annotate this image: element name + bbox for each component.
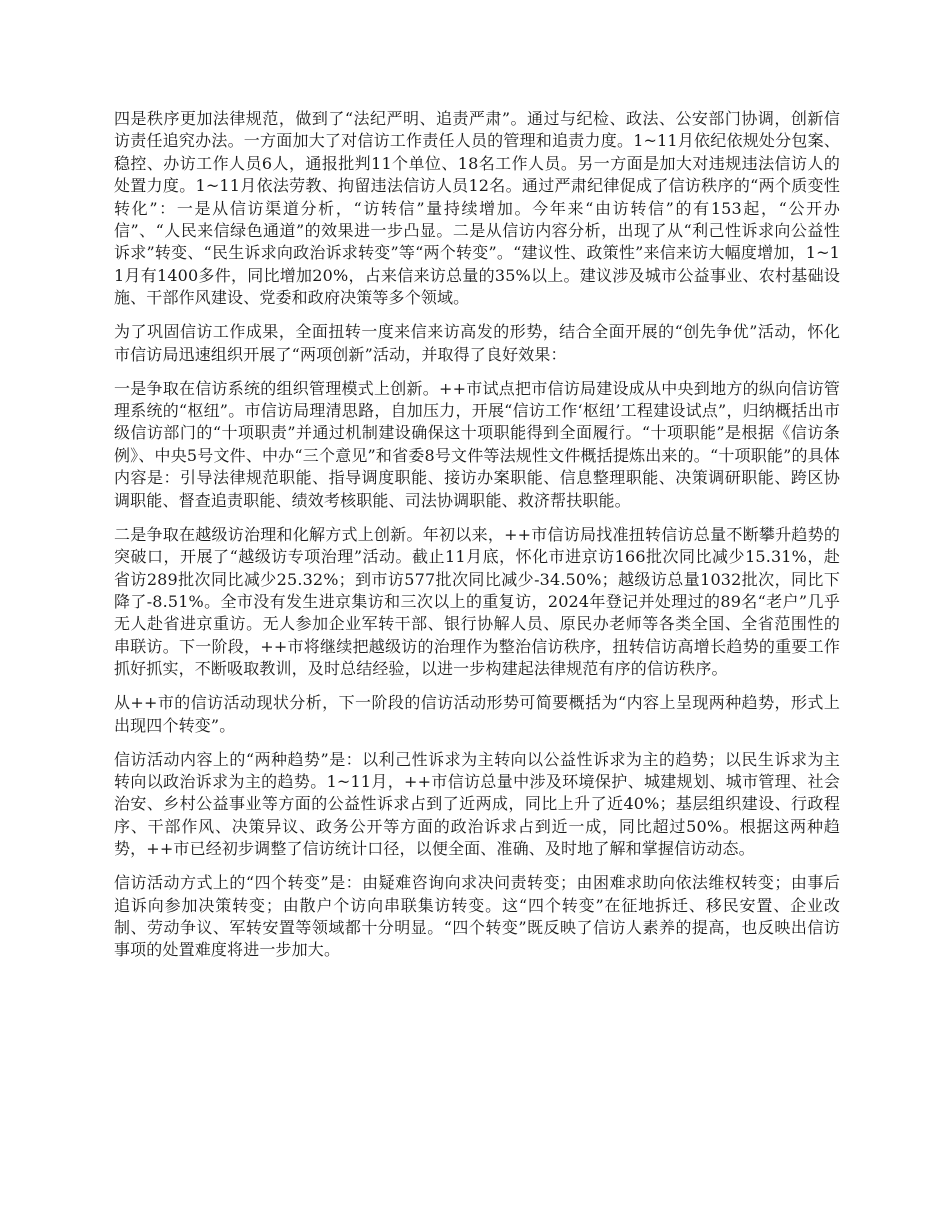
document-body [114, 108, 840, 973]
paragraph-management-innovation: 一是争取在信访系统的组织管理模式上创新。++市试点把市信访局建设成从中央到地方的纵向信访管理系统的“枢纽”。市信访局理清思路，自加压力，开展“信访工作‘枢纽’工程建设试点”，归纳概括出市级信访部门的“十项职责”并通过机制建设确保这十项职能得到全面履行。“十项职能”是根据《信访条例》、中央5号文件、中办“三个意见”和省委8号文件等法规性文件概括提炼出来的。“十项职能”的具体内容是：引导法律规范职能、指导调度职能、接访办案职能、信息整理职能、决策调研职能、跨区协调职能、督查追责职能、绩效考核职能、司法协调职能、救济帮扶职能。 [114, 378, 840, 510]
paragraph-four-changes: 信访活动方式上的“四个转变”是：由疑难咨询向求决问责转变；由困难求助向依法维权转变；由事后追诉向参加决策转变；由散户个访向串联集访转变。这“四个转变”在征地拆迁、移民安置、企业改制、劳动争议、军转安置等领域都十分明显。“四个转变”既反映了信访人素养的提高，也反映出信访事项的处置难度将进一步加大。 [114, 873, 840, 960]
paragraph-trend-summary: 从++市的信访活动现状分析，下一阶段的信访活动形势可简要概括为“内容上呈现两种趋势，形式上出现四个转变”。 [114, 693, 840, 735]
paragraph-two-trends: 信访活动内容上的“两种趋势”是：以利己性诉求为主转向以公益性诉求为主的趋势；以民生诉求为主转向以政治诉求为主的趋势。1~11月，++市信访总量中涉及环境保护、城建规划、城市管理、社会治安、乡村公益事业等方面的公益性诉求占到了近两成，同比上升了近40%；基层组织建设、行政程序、干部作风、决策异议、政务公开等方面的政治诉求占到近一成，同比超过50%。根据这两种趋势，++市已经初步调整了信访统计口径，以便全面、准确、及时地了解和掌握信访动态。 [114, 749, 840, 859]
paragraph-skip-level-petition: 二是争取在越级访治理和化解方式上创新。年初以来，++市信访局找准扭转信访总量不断攀升趋势的突破口，开展了“越级访专项治理”活动。截止11月底，怀化市进京访166批次同比减少15.31%，赴省访289批次同比减少25.32%；到市访577批次同比减少-34.50%；越级访总量1032批次，同比下降了-8.51%。全市没有发生进京集访和三次以上的重复访，2024年登记并处理过的89名“老户”几乎无人赴省进京重访。无人参加企业军转干部、银行协解人员、原民办老师等各类全国、全省范围性的串联访。下一阶段，++市将继续把越级访的治理作为整治信访秩序，扭转信访高增长趋势的重要工作抓好抓实，不断吸取教训，及时总结经验，以进一步构建起法律规范有序的信访秩序。 [114, 524, 840, 679]
paragraph-two-innovations-intro: 为了巩固信访工作成果，全面扭转一度来信来访高发的形势，结合全面开展的“创先争优”活动，怀化市信访局迅速组织开展了“两项创新”活动，并取得了良好效果： [114, 322, 840, 364]
paragraph-order-regulation: 四是秩序更加法律规范，做到了“法纪严明、追责严肃”。通过与纪检、政法、公安部门协调，创新信访责任追究办法。一方面加大了对信访工作责任人员的管理和追责力度。1~11月依纪依规处分包案、稳控、办访工作人员6人，通报批判11个单位、18名工作人员。另一方面是加大对违规违法信访人的处置力度。1~11月依法劳教、拘留违法信访人员12名。通过严肃纪律促成了信访秩序的“两个质变性转化”：一是从信访渠道分析，“访转信”量持续增加。今年来“由访转信”的有153起，“公开办信”、“人民来信绿色通道”的效果进一步凸显。二是从信访内容分析，出现了从“利己性诉求向公益性诉求”转变、“民生诉求向政治诉求转变”等“两个转变”。“建议性、政策性”来信来访大幅度增加，1~11月有1400多件，同比增加20%，占来信来访总量的35%以上。建议涉及城市公益事业、农村基础设施、干部作风建设、党委和政府决策等多个领域。 [114, 109, 840, 308]
